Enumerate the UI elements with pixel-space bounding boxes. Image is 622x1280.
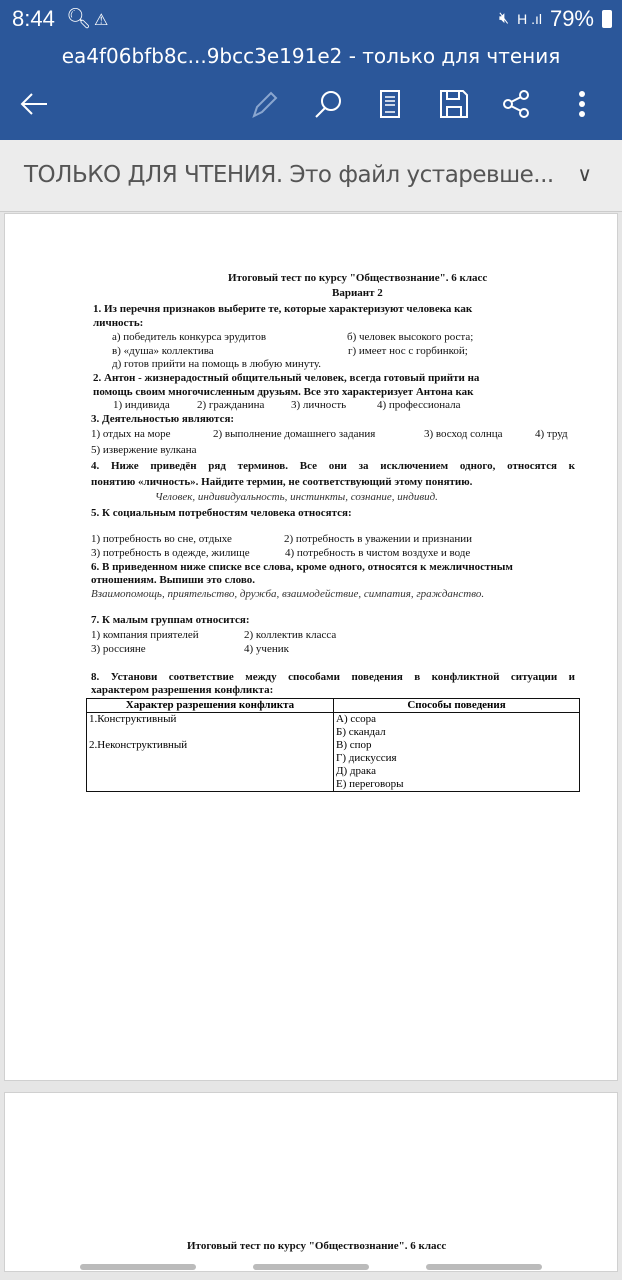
- behavior-item: Е) переговоры: [336, 778, 404, 790]
- notification-icon: ⚠: [94, 12, 109, 29]
- q4-terms: Человек, индивидуальность, инстинкты, сознание, индивид.: [155, 491, 438, 503]
- back-arrow-icon: [19, 92, 49, 116]
- pencil-icon: [250, 90, 278, 118]
- q6-terms: Взаимопомощь, приятельство, дружба, взаимодействие, симпатия, гражданство.: [91, 588, 485, 600]
- q2-option: 1) индивида: [113, 399, 170, 411]
- mobile-view-button[interactable]: [372, 86, 408, 122]
- q1-option: в) «душа» коллектива: [112, 345, 214, 357]
- back-button[interactable]: [16, 86, 52, 122]
- mobile-view-icon: [379, 89, 401, 119]
- q2-option: 2) гражданина: [197, 399, 265, 411]
- q1-text-2: личность:: [93, 317, 144, 329]
- q1-option: б) человек высокого роста;: [347, 331, 474, 343]
- q3-option: 1) отдых на море: [91, 428, 171, 440]
- q7-option: 2) коллектив класса: [244, 629, 337, 641]
- table-header: Способы поведения: [334, 699, 580, 713]
- behavior-item: В) спор: [336, 739, 372, 751]
- edit-button[interactable]: [246, 86, 282, 122]
- q3-option: 5) извержение вулкана: [91, 444, 197, 456]
- q5-option: 2) потребность в уважении и признании: [284, 533, 472, 545]
- conflict-type: 2.Неконструктивный: [89, 739, 188, 751]
- q1-option: д) готов прийти на помощь в любую минуту.: [112, 358, 322, 370]
- app-header: [0, 0, 622, 140]
- q1-text: 1. Из перечня признаков выберите те, которые характеризуют человека как: [93, 303, 473, 315]
- share-icon: [501, 89, 531, 119]
- q2-text: 2. Антон - жизнерадостный общительный человек, всегда готовый прийти на: [93, 372, 480, 384]
- q7-option: 4) ученик: [244, 643, 289, 655]
- save-icon: [439, 89, 469, 119]
- q6-text-2: отношениям. Выпиши это слово.: [91, 574, 256, 586]
- q2-option: 3) личность: [291, 399, 347, 411]
- behavior-item: А) ссора: [336, 713, 377, 725]
- more-options-button[interactable]: [564, 86, 600, 122]
- q8-text: 8. Установи соответствие между способами поведения в конфликтной ситуации и: [91, 671, 575, 683]
- q3-text: 3. Деятельностью являются:: [91, 413, 235, 425]
- share-button[interactable]: [498, 86, 534, 122]
- q6-text: 6. В приведенном ниже списке все слова, кроме одного, относятся к межличностным: [91, 561, 513, 573]
- table-header: Характер разрешения конфликта: [87, 699, 334, 713]
- mute-icon: 🔇︎: [498, 10, 510, 27]
- nav-pill[interactable]: [426, 1264, 542, 1270]
- doc-variant: Вариант 2: [332, 287, 383, 299]
- q5-option: 3) потребность в одежде, жилище: [91, 547, 250, 559]
- search-button[interactable]: [310, 86, 346, 122]
- behavior-item: Г) дискуссия: [336, 752, 397, 764]
- conflict-type: 1.Конструктивный: [89, 713, 177, 725]
- q7-option: 1) компания приятелей: [91, 629, 199, 641]
- behaviors-cell: [334, 713, 580, 792]
- status-time: 8:44: [12, 6, 55, 31]
- more-icon: [578, 89, 586, 119]
- q5-text: 5. К социальным потребностям человека относятся:: [91, 507, 352, 519]
- search-icon: [313, 89, 343, 119]
- conflict-types-cell: [87, 713, 334, 792]
- document-title: ea4f06bfb8c...9bcc3e191e2 - только для чтения: [61, 44, 561, 68]
- doc-title: Итоговый тест по курсу "Обществознание". 6 класс: [228, 272, 488, 284]
- q3-option: 3) восход солнца: [424, 428, 503, 440]
- q1-option: г) имеет нос с горбинкой;: [348, 345, 468, 357]
- q3-option: 2) выполнение домашнего задания: [213, 428, 376, 440]
- q4-text: 4. Ниже приведён ряд терминов. Все они за исключением одного, относятся к: [91, 460, 575, 472]
- q2-option: 4) профессионала: [377, 399, 461, 411]
- signal-icon: H .ıl: [517, 11, 542, 27]
- q7-option: 3) россияне: [91, 643, 146, 655]
- q7-text: 7. К малым группам относится:: [91, 614, 250, 626]
- nav-pill[interactable]: [253, 1264, 369, 1270]
- battery-level: 79%: [549, 6, 594, 31]
- q1-option: а) победитель конкурса эрудитов: [112, 331, 267, 343]
- search-notification-icon: 🔍︎: [66, 8, 92, 30]
- nav-pill[interactable]: [80, 1264, 196, 1270]
- banner-text: ТОЛЬКО ДЛЯ ЧТЕНИЯ. Это файл устаревше...: [24, 162, 554, 188]
- page2-title: Итоговый тест по курсу "Обществознание". 6 класс: [187, 1240, 447, 1252]
- q3-option: 4) труд: [535, 428, 568, 440]
- q5-option: 4) потребность в чистом воздухе и воде: [285, 547, 471, 559]
- behavior-item: Д) драка: [336, 765, 376, 777]
- q5-option: 1) потребность во сне, отдыхе: [91, 533, 232, 545]
- save-button[interactable]: [436, 86, 472, 122]
- q8-text-2: характером разрешения конфликта:: [91, 684, 274, 696]
- q2-text-2: помощь своим многочисленным друзьям. Все это характеризует Антона как: [93, 386, 474, 398]
- chevron-down-icon[interactable]: ∨: [577, 164, 592, 186]
- q4-text-2: понятию «личность». Найдите термин, не соответствующий этому понятию.: [91, 476, 473, 488]
- read-only-banner[interactable]: [0, 140, 622, 212]
- battery-icon: [602, 10, 612, 28]
- behavior-item: Б) скандал: [336, 726, 386, 738]
- matching-table: [86, 698, 580, 792]
- status-right: [499, 6, 612, 32]
